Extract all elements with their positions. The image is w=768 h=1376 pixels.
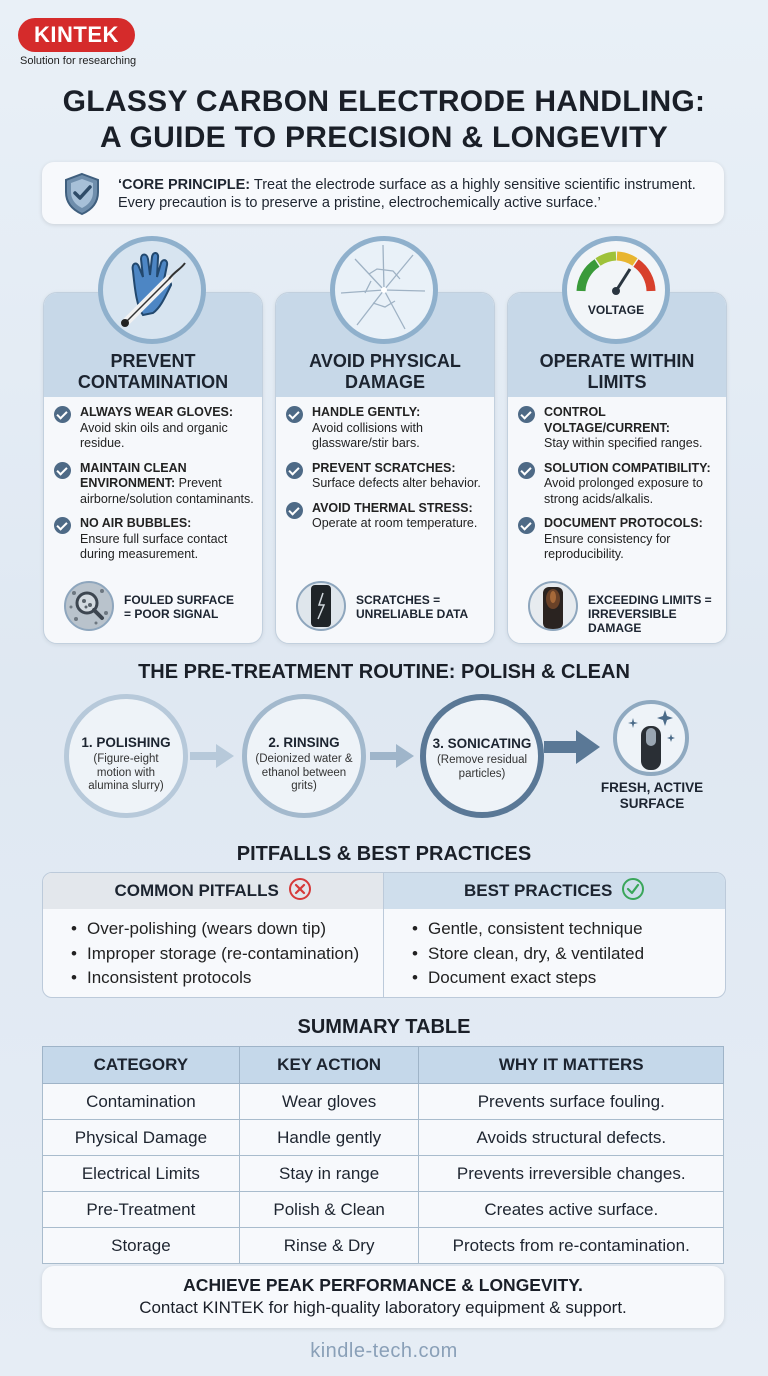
table-header-row: [43, 1047, 724, 1084]
table-cell: Stay in range: [239, 1156, 419, 1192]
table-row: [43, 1228, 724, 1264]
column-header: WHY IT MATTERS: [419, 1047, 724, 1084]
brand-name: KINTEK: [18, 18, 135, 52]
arrow-right-icon: [370, 744, 414, 768]
check-icon: [286, 406, 303, 423]
table-cell: Avoids structural defects.: [419, 1120, 724, 1156]
column-header: CATEGORY: [43, 1047, 240, 1084]
check-circle-icon: [621, 877, 645, 901]
table-row: [43, 1156, 724, 1192]
step-title: 2. RINSING: [268, 735, 340, 750]
pitfalls-heading: PITFALLS & BEST PRACTICES: [236, 843, 532, 865]
pillar-footer-text: FOULED SURFACE = POOR SIGNAL: [124, 593, 235, 621]
pillar-footer-text: EXCEEDING LIMITS = IRREVERSIBLE DAMAGE: [588, 593, 712, 635]
list-item: • Inconsistent protocols: [71, 966, 383, 991]
step-description: (Deionized water & ethanol between grits): [255, 753, 353, 792]
core-principle-box: [42, 162, 724, 224]
result-label: FRESH, ACTIVE SURFACE: [600, 780, 704, 811]
check-icon: [54, 462, 71, 479]
sparkling-electrode-icon: [613, 700, 689, 776]
shield-check-icon: [62, 172, 102, 216]
list-item: • Gentle, consistent technique: [412, 917, 725, 942]
routine-heading: THE PRE-TREATMENT ROUTINE: POLISH & CLEAN: [138, 661, 630, 683]
brand-logo: [18, 18, 136, 67]
list-item: • Document exact steps: [412, 966, 725, 991]
check-icon: [518, 406, 535, 423]
list-item: • Store clean, dry, & ventilated: [412, 942, 725, 967]
arrow-right-icon: [190, 744, 234, 768]
core-principle-label: ‘CORE PRINCIPLE:: [118, 177, 251, 193]
table-cell: Handle gently: [239, 1120, 419, 1156]
list-item: • Improper storage (re-contamination): [71, 942, 383, 967]
voltage-gauge-icon: [562, 236, 670, 344]
table-row: [43, 1120, 724, 1156]
list-item: MAINTAIN CLEAN ENVIRONMENT: Prevent airborne/solution contaminants.: [54, 461, 258, 508]
table-cell: Pre-Treatment: [43, 1192, 240, 1228]
table-cell: Physical Damage: [43, 1120, 240, 1156]
pillar-card-contamination: [43, 292, 263, 644]
title-line-1: GLASSY CARBON ELECTRODE HANDLING:: [62, 85, 706, 118]
step-title: 1. POLISHING: [81, 735, 171, 750]
title-line-2: A GUIDE TO PRECISION & LONGEVITY: [100, 121, 668, 154]
pillar-items: [518, 405, 722, 572]
step-sonicating: [420, 694, 544, 818]
check-icon: [518, 517, 535, 534]
x-circle-icon: [288, 877, 312, 901]
common-pitfalls-header: COMMON PITFALLS: [43, 873, 383, 909]
pillar-card-operating-limits: [507, 292, 727, 644]
list-item: • Over-polishing (wears down tip): [71, 917, 383, 942]
list-item: NO AIR BUBBLES: Ensure full surface contact during measurement.: [54, 516, 258, 563]
table-cell: Prevents surface fouling.: [419, 1084, 724, 1120]
summary-table: [42, 1046, 724, 1264]
core-principle-body: Treat the electrode surface as a highly sensitive scientific instrument. Every precaution is to preserve a pristine, electrochemically active surface.’: [118, 177, 696, 211]
list-item: DOCUMENT PROTOCOLS: Ensure consistency for reproducibility.: [518, 516, 722, 563]
cracked-glass-icon: [330, 236, 438, 344]
gauge-label: VOLTAGE: [587, 303, 645, 317]
table-cell: Polish & Clean: [239, 1192, 419, 1228]
best-practices-header: BEST PRACTICES: [384, 873, 725, 909]
column-header: KEY ACTION: [239, 1047, 419, 1084]
pillar-items: [286, 405, 490, 541]
list-item: CONTROL VOLTAGE/CURRENT: Stay within specified ranges.: [518, 405, 722, 452]
pillar-footer: [522, 581, 718, 635]
core-principle-text: [118, 176, 708, 212]
cta-headline: ACHIEVE PEAK PERFORMANCE & LONGEVITY.: [183, 1275, 583, 1295]
table-cell: Protects from re-contamination.: [419, 1228, 724, 1264]
common-pitfalls-list: [43, 909, 383, 991]
pitfalls-table: [42, 872, 726, 998]
best-practices-list: [384, 909, 725, 991]
page-title: [0, 84, 768, 156]
table-cell: Wear gloves: [239, 1084, 419, 1120]
table-cell: Storage: [43, 1228, 240, 1264]
list-item: SOLUTION COMPATIBILITY: Avoid prolonged exposure to strong acids/alkalis.: [518, 461, 722, 508]
list-item: HANDLE GENTLY: Avoid collisions with glassware/stir bars.: [286, 405, 490, 452]
website-link[interactable]: kindle-tech.com: [310, 1340, 458, 1362]
gloved-hand-electrode-icon: [98, 236, 206, 344]
list-item: AVOID THERMAL STRESS: Operate at room temperature.: [286, 501, 490, 532]
scratched-electrode-icon: [296, 581, 346, 631]
check-icon: [54, 517, 71, 534]
check-icon: [286, 502, 303, 519]
check-icon: [54, 406, 71, 423]
table-cell: Electrical Limits: [43, 1156, 240, 1192]
pillar-footer-text: SCRATCHES = UNRELIABLE DATA: [356, 593, 469, 621]
check-icon: [286, 462, 303, 479]
step-description: (Remove residual particles): [436, 754, 528, 780]
check-icon: [518, 462, 535, 479]
table-cell: Prevents irreversible changes.: [419, 1156, 724, 1192]
table-cell: Creates active surface.: [419, 1192, 724, 1228]
pillar-title: PREVENT CONTAMINATION: [77, 351, 229, 392]
table-row: [43, 1192, 724, 1228]
step-rinsing: [242, 694, 366, 818]
burned-electrode-icon: [528, 581, 578, 631]
table-cell: Contamination: [43, 1084, 240, 1120]
list-item: PREVENT SCRATCHES: Surface defects alter behavior.: [286, 461, 490, 492]
list-item: ALWAYS WEAR GLOVES: Avoid skin oils and organic residue.: [54, 405, 258, 452]
pillar-footer: [290, 581, 486, 635]
step-description: (Figure-eight motion with alumina slurry): [88, 753, 164, 792]
step-title: 3. SONICATING: [432, 736, 532, 751]
step-polishing: [64, 694, 188, 818]
pillar-card-physical-damage: [275, 292, 495, 644]
call-to-action-box: [42, 1266, 724, 1328]
brand-tagline: Solution for researching: [20, 55, 137, 67]
arrow-right-icon: [544, 730, 600, 764]
best-practices-column: [384, 873, 725, 997]
cta-text: Contact KINTEK for high-quality laboratory equipment & support.: [139, 1298, 627, 1317]
pillar-footer: [58, 581, 254, 635]
pillar-title: AVOID PHYSICAL DAMAGE: [309, 351, 461, 392]
table-cell: Rinse & Dry: [239, 1228, 419, 1264]
magnified-particles-icon: [64, 581, 114, 631]
summary-heading: SUMMARY TABLE: [297, 1016, 471, 1038]
pillar-title: OPERATE WITHIN LIMITS: [539, 351, 695, 392]
common-pitfalls-column: [43, 873, 384, 997]
table-row: [43, 1084, 724, 1120]
pillar-items: [54, 405, 258, 572]
